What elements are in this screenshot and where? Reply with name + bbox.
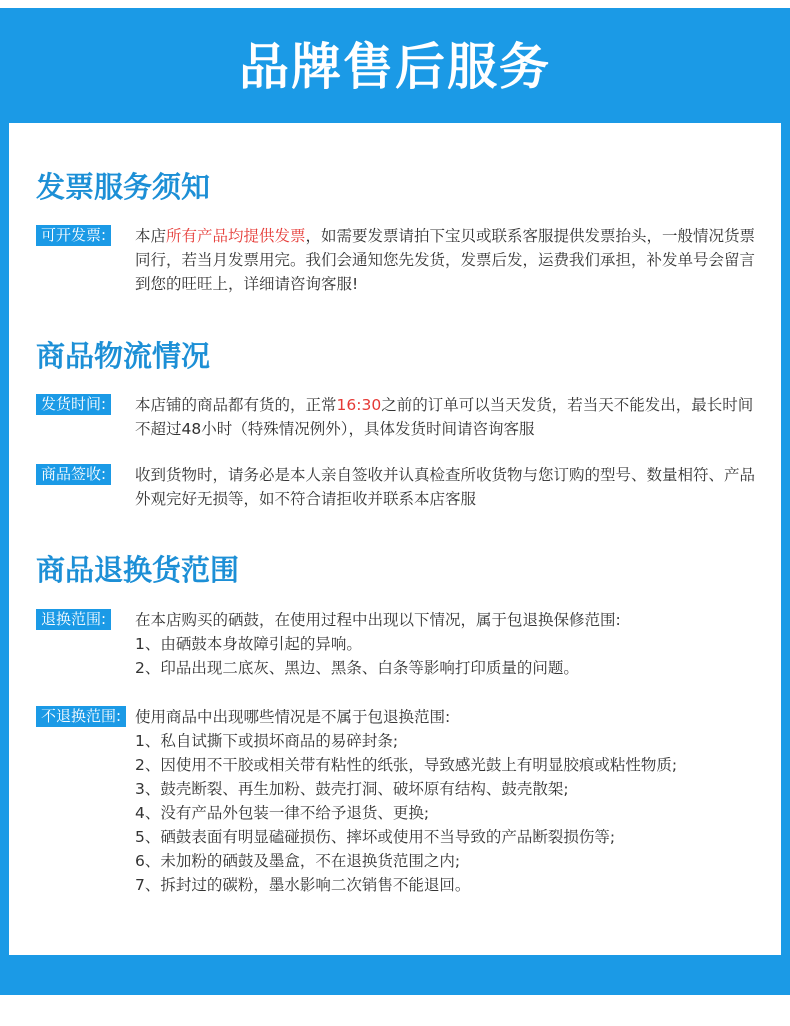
receipt-label: 商品签收: (36, 464, 111, 485)
blue-frame (0, 8, 790, 995)
shipping-time-row (36, 393, 761, 441)
list-item: 5、硒鼓表面有明显磕碰损伤、摔坏或使用不当导致的产品断裂损伤等; (135, 828, 616, 846)
section-title-returns: 商品退换货范围 (36, 553, 240, 587)
list-item: 1、私自试撕下或损坏商品的易碎封条; (135, 732, 399, 750)
return-scope-label: 退换范围: (36, 609, 111, 630)
page-title: 品牌售后服务 (239, 38, 551, 96)
invoice-highlight: 所有产品均提供发票 (166, 227, 306, 245)
non-return-scope-text (135, 705, 761, 897)
section-title-logistics: 商品物流情况 (36, 339, 211, 373)
shipping-time-text: 本店铺的商品都有货的，正常16:30之前的订单可以当天发货，若当天不能发出，最长时间不超过48小时（特殊情况例外），具体发货时间请咨询客服 (135, 396, 754, 438)
return-scope-intro: 在本店购买的硒鼓，在使用过程中出现以下情况，属于包退换保修范围: (135, 611, 621, 629)
list-item: 1、由硒鼓本身故障引起的异响。 (135, 635, 362, 653)
section-title-invoice: 发票服务须知 (36, 170, 211, 204)
receipt-text: 收到货物时，请务必是本人亲自签收并认真检查所收货物与您订购的型号、数量相符、产品外观完好无损等，如不符合请拒收并联系本店客服 (135, 466, 756, 508)
invoice-label: 可开发票: (36, 225, 111, 246)
list-item: 3、鼓壳断裂、再生加粉、鼓壳打洞、破坏原有结构、鼓壳散架; (135, 780, 569, 798)
non-return-scope-intro: 使用商品中出现哪些情况是不属于包退换范围: (135, 708, 451, 726)
return-scope-row (36, 608, 761, 680)
return-scope-list (135, 632, 761, 680)
shipping-time-label: 发货时间: (36, 394, 111, 415)
receipt-row (36, 463, 761, 511)
list-item: 2、因使用不干胶或相关带有粘性的纸张，导致感光鼓上有明显胶痕或粘性物质; (135, 756, 678, 774)
list-item: 2、印品出现二底灰、黑边、黑条、白条等影响打印质量的问题。 (135, 659, 579, 677)
list-item: 6、未加粉的硒鼓及墨盒，不在退换货范围之内; (135, 852, 461, 870)
non-return-scope-row (36, 705, 761, 897)
list-item: 4、没有产品外包装一律不给予退货、更换; (135, 804, 430, 822)
shipping-time-highlight: 16:30 (336, 396, 382, 414)
return-scope-text (135, 608, 761, 680)
invoice-text: 本店所有产品均提供发票，如需要发票请拍下宝贝或联系客服提供发票抬头，一般情况货票同行，若当月发票用完。我们会通知您先发货，发票后发，运费我们承担，补发单号会留言到您的旺旺上，详细请咨询客服! (135, 227, 756, 293)
content-panel (9, 123, 781, 955)
non-return-scope-list (135, 729, 761, 897)
list-item: 7、拆封过的碳粉，墨水影响二次销售不能退回。 (135, 876, 471, 894)
non-return-scope-label: 不退换范围: (36, 706, 126, 727)
invoice-row (36, 224, 761, 296)
